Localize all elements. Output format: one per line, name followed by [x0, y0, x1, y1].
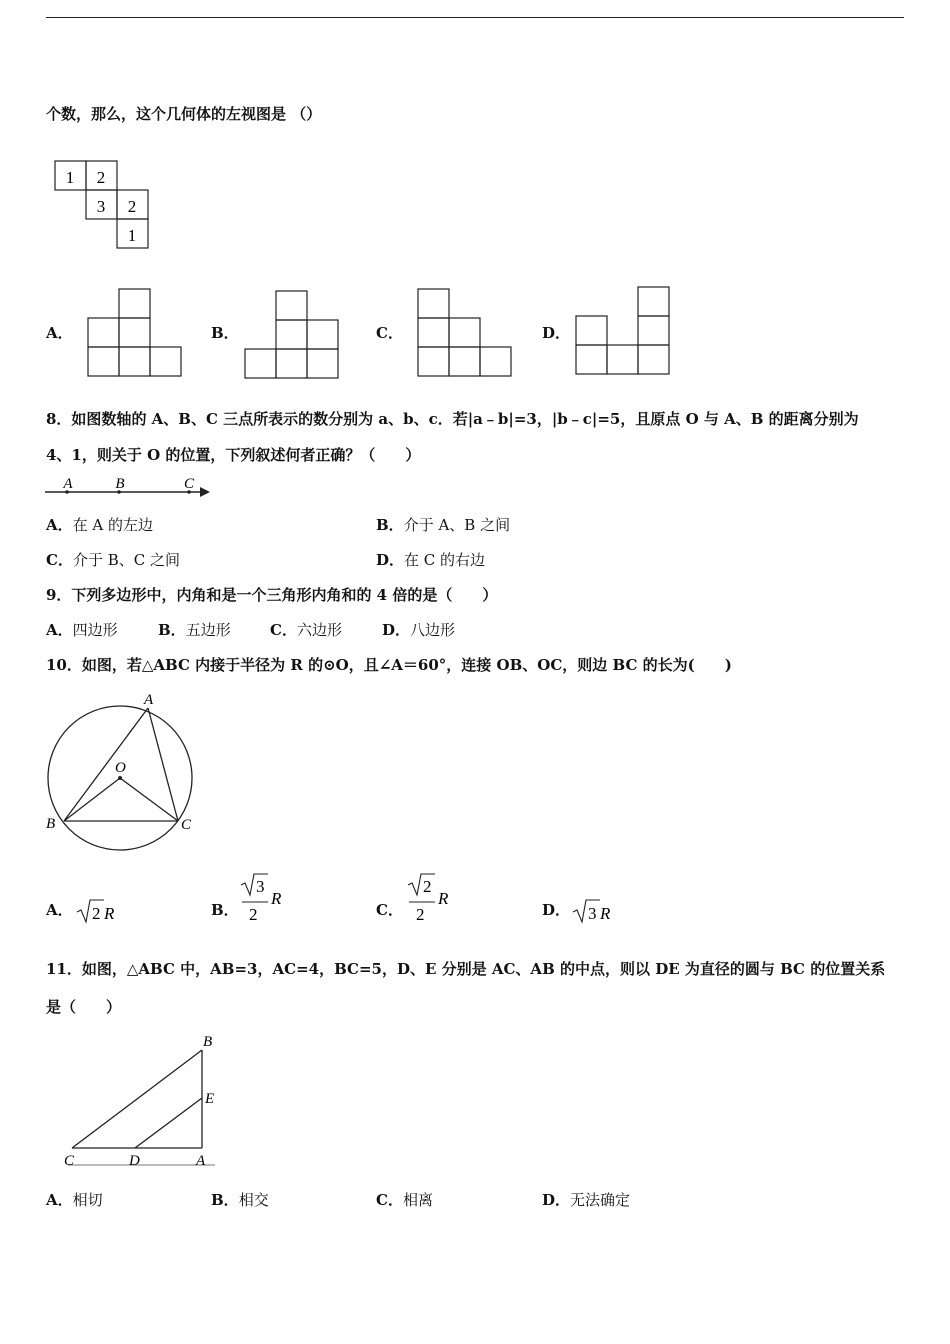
svg-text:3: 3 [588, 904, 597, 923]
vertex-label-a: A [144, 692, 154, 708]
q7-stem: 个数，那么，这个几何体的左视图是 （） [46, 105, 322, 123]
q7-option-b-letter[interactable]: B． [211, 324, 239, 342]
header-rule [46, 17, 904, 18]
q8-stem-line1: 8．如图数轴的 A、B、C 三点所表示的数分别为 a、b、c．若|a﹣b|=3，|b﹣c|=5，且原点 O 与 A、B 的距离分别为 [46, 410, 859, 428]
vertex-label-c: C [64, 1153, 75, 1169]
point-label-b: B [115, 476, 125, 492]
svg-text:R: R [600, 904, 611, 923]
q7-option-b-figure [245, 290, 340, 382]
q8-option-b[interactable]: B．介于 A、B 之间 [376, 516, 511, 534]
q7-option-a-figure [88, 288, 183, 378]
point-label-a: A [63, 476, 73, 492]
q7-option-d-letter[interactable]: D． [542, 324, 571, 342]
q7-option-c-letter[interactable]: C． [376, 324, 403, 342]
q11-stem-line1: 11．如图，△ABC 中，AB=3，AC=4，BC=5，D、E 分别是 AC、AB 的中点，则以 DE 为直径的圆与 BC 的位置关系 [46, 960, 886, 978]
q11-stem-line2: 是（ ） [46, 998, 122, 1016]
q7-top-view-grid [54, 160, 150, 252]
svg-text:2: 2 [249, 905, 258, 924]
q10-circle-figure [44, 690, 204, 855]
q10-option-d-expr[interactable] [572, 897, 617, 925]
point-label-e: E [205, 1091, 215, 1107]
svg-text:2: 2 [92, 904, 101, 923]
q8-number-line [44, 474, 214, 500]
grid-count: 1 [65, 168, 75, 187]
vertex-label-c: C [181, 817, 192, 833]
point-label-d: D [129, 1153, 140, 1169]
q8-option-a[interactable]: A．在 A 的左边 [46, 516, 154, 534]
svg-text:R: R [438, 889, 449, 908]
q11-option-b[interactable]: B．相交 [211, 1191, 269, 1209]
grid-count: 1 [127, 226, 137, 245]
q10-option-c-expr[interactable] [407, 872, 457, 926]
vertex-label-b: B [46, 816, 56, 832]
q10-stem: 10．如图，若△ABC 内接于半径为 R 的⊙O，且∠A＝60°，连接 OB、OC，则边 BC 的长为( ) [46, 656, 732, 674]
q9-stem: 9．下列多边形中，内角和是一个三角形内角和的 4 倍的是（ ） [46, 586, 498, 604]
q7-option-a-letter[interactable]: A． [46, 324, 73, 342]
q10-option-c-letter[interactable]: C． [376, 901, 403, 919]
grid-count: 3 [96, 197, 106, 216]
q10-option-b-letter[interactable]: B． [211, 901, 239, 919]
q9-option-b[interactable]: B．五边形 [158, 621, 231, 639]
q11-option-a[interactable]: A．相切 [46, 1191, 103, 1209]
q10-option-b-expr[interactable] [240, 872, 290, 926]
vertex-label-b: B [203, 1034, 213, 1050]
svg-text:R: R [104, 904, 115, 923]
q7-option-d-figure [576, 286, 671, 378]
q9-option-d[interactable]: D．八边形 [382, 621, 456, 639]
svg-text:3: 3 [256, 877, 265, 896]
q9-option-c[interactable]: C．六边形 [270, 621, 342, 639]
svg-text:R: R [271, 889, 282, 908]
point-label-c: C [183, 476, 195, 492]
vertex-label-a: A [196, 1153, 206, 1169]
q10-option-a-letter[interactable]: A． [46, 901, 73, 919]
q11-option-c[interactable]: C．相离 [376, 1191, 433, 1209]
center-label-o: O [115, 760, 126, 776]
q8-stem-line2: 4、1，则关于 O 的位置，下列叙述何者正确？（ ） [46, 446, 421, 464]
q8-option-d[interactable]: D．在 C 的右边 [376, 551, 486, 569]
svg-text:2: 2 [416, 905, 425, 924]
q10-option-d-letter[interactable]: D． [542, 901, 571, 919]
q9-option-a[interactable]: A．四边形 [46, 621, 118, 639]
q10-option-a-expr[interactable] [76, 897, 121, 925]
q11-option-d[interactable]: D．无法确定 [542, 1191, 631, 1209]
q11-triangle-figure [62, 1032, 222, 1172]
grid-count: 2 [96, 168, 106, 187]
q8-option-c[interactable]: C．介于 B、C 之间 [46, 551, 180, 569]
svg-text:2: 2 [423, 877, 432, 896]
q7-option-c-figure [418, 288, 513, 380]
grid-count: 2 [127, 197, 137, 216]
